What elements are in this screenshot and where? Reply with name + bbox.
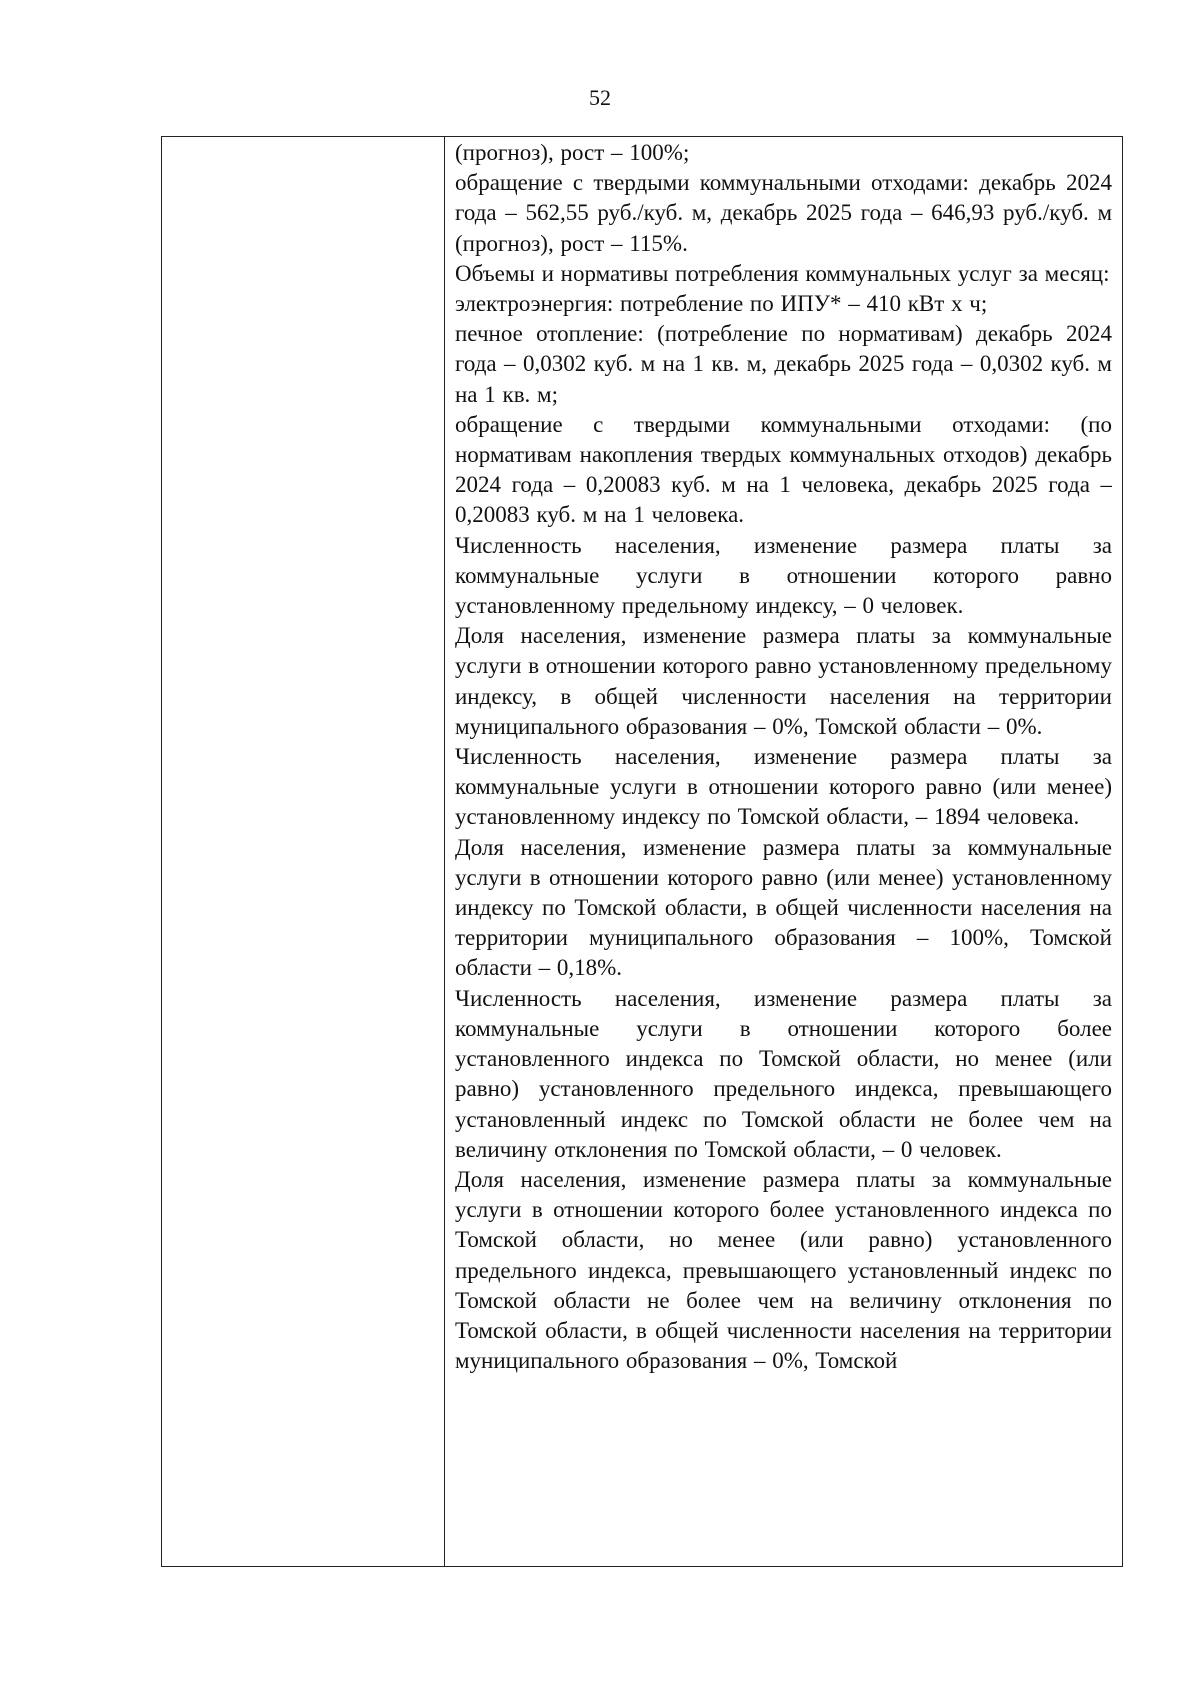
column-divider bbox=[444, 137, 445, 1566]
document-table bbox=[161, 136, 1123, 1567]
paragraph-waste-norms: обращение с твердыми коммунальными отходами: (по нормативам накопления твердых коммунальных отходов) декабрь 2024 года – 0,20083 куб. м на 1 человека, декабрь 2025 года – 0,20083 куб. м на 1 человека. bbox=[455, 411, 1112, 528]
paragraph-share-regional-index: Доля населения, изменение размера платы за коммунальные услуги в отношении которого равно (или менее) установленному индексу по Томской области, в общей численности населения на территории муниципального образования – 100%, Томской области – 0,18%. bbox=[455, 834, 1112, 981]
paragraph-population-above-index: Численность населения, изменение размера платы за коммунальные услуги в отношении которого более установленного индекса по Томской области, но менее (или равно) установленного предельного индекса, превышающего установленный индекс по Томской области не более чем на величину отклонения по Томской области, – 0 человек. bbox=[455, 985, 1112, 1162]
paragraph-share-above-index: Доля населения, изменение размера платы за коммунальные услуги в отношении которого более установленного индекса по Томской области, но менее (или равно) установленного предельного индекса, превышающего установленный индекс по Томской области не более чем на величину отклонения по Томской области, в общей численности населения на территории муниципального образования – 0%, Томской bbox=[455, 1166, 1112, 1374]
paragraph-forecast-growth: (прогноз), рост – 100%; bbox=[455, 140, 690, 165]
paragraph-stove-heating: печное отопление: (потребление по нормативам) декабрь 2024 года – 0,0302 куб. м на 1 кв. м, декабрь 2025 года – 0,0302 куб. м на 1 кв. м; bbox=[455, 321, 1112, 407]
table-right-cell bbox=[455, 137, 1112, 1566]
paragraph-waste-tariff: обращение с твердыми коммунальными отходами: декабрь 2024 года – 562,55 руб./куб. м, декабрь 2025 года – 646,93 руб./куб. м (прогноз), рост – 115%. bbox=[455, 170, 1112, 256]
paragraph-share-limit-index: Доля населения, изменение размера платы за коммунальные услуги в отношении которого равно установленному предельному индексу, в общей численности населения на территории муниципального образования – 0%, Томской области – 0%. bbox=[455, 623, 1112, 739]
paragraph-population-limit-index: Численность населения, изменение размера платы за коммунальные услуги в отношении которого равно установленному предельному индексу, – 0 человек. bbox=[455, 532, 1112, 619]
paragraph-population-regional-index: Численность населения, изменение размера платы за коммунальные услуги в отношении которого равно (или менее) установленному индексу по Томской области, – 1894 человека. bbox=[455, 744, 1112, 830]
page-number: 52 bbox=[589, 85, 611, 110]
paragraph-volumes-heading: Объемы и нормативы потребления коммунальных услуг за месяц: bbox=[455, 260, 1110, 286]
paragraph-electricity: электроэнергия: потребление по ИПУ* – 410 кВт х ч; bbox=[455, 291, 988, 317]
table-left-cell bbox=[162, 137, 444, 1566]
